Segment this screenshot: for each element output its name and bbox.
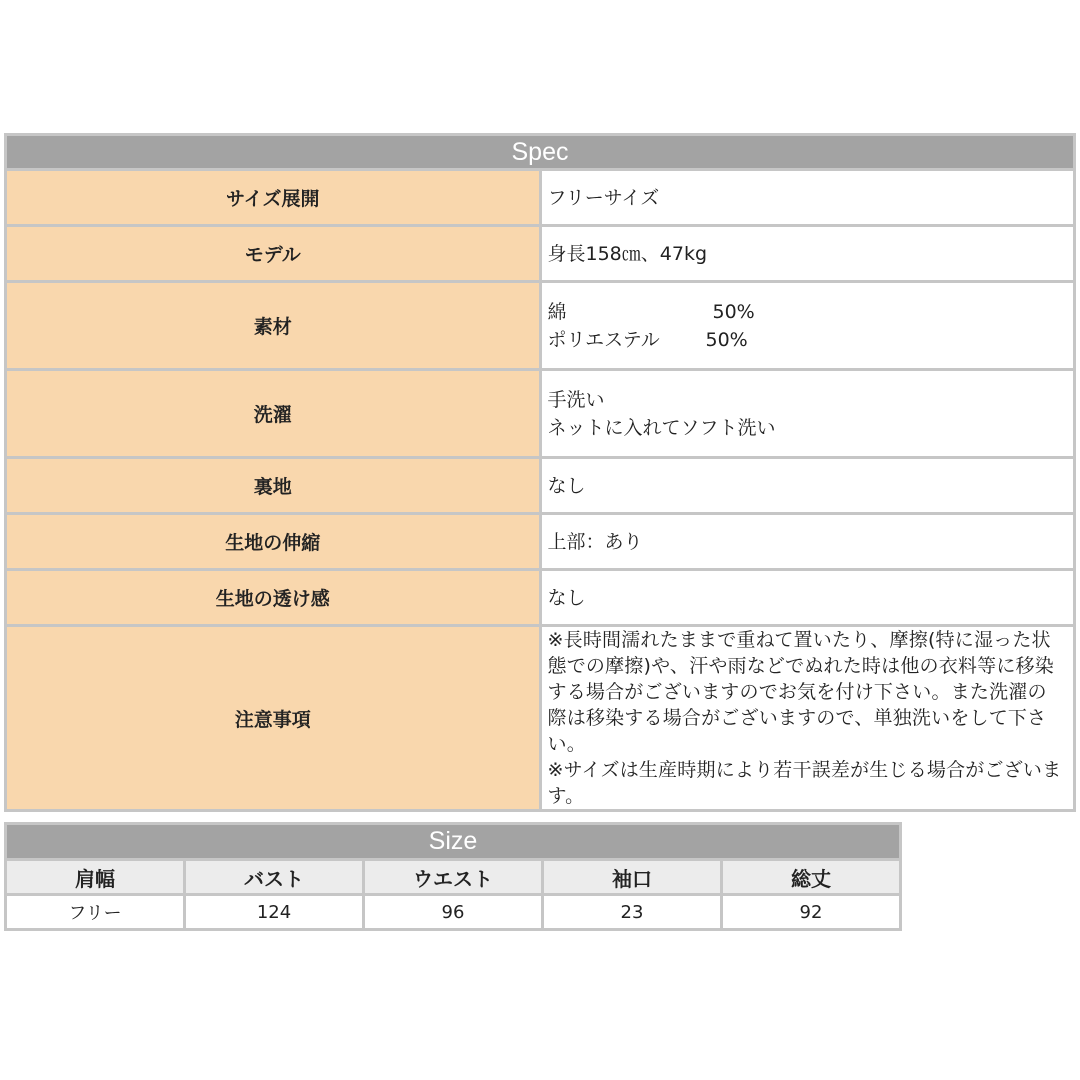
spec-value-line: フリーサイズ bbox=[547, 186, 660, 209]
spec-label: 生地の透け感 bbox=[6, 570, 541, 626]
notes-text: ※長時間濡れたままで重ねて置いたり、摩擦(特に湿った状態での摩擦)や、汗や雨などでぬれた時は他の衣料等に移染する場合がございますのでお気を付け下さい。また洗濯の際は移染する場合がございますので、単独洗いをして下さい。 bbox=[547, 629, 1054, 755]
size-cell: 92 bbox=[722, 895, 901, 930]
material-name: ポリエステル bbox=[547, 328, 660, 351]
spec-label: サイズ展開 bbox=[6, 170, 541, 226]
spec-row-material bbox=[6, 282, 1075, 370]
spec-value bbox=[540, 626, 1075, 811]
spec-value bbox=[540, 514, 1075, 570]
spec-title: Spec bbox=[6, 135, 1075, 170]
spec-value bbox=[540, 170, 1075, 226]
size-header-row bbox=[6, 860, 901, 895]
spec-value bbox=[540, 570, 1075, 626]
spec-row-notes bbox=[6, 626, 1075, 811]
spec-label: モデル bbox=[6, 226, 541, 282]
spec-row-washing bbox=[6, 370, 1075, 458]
spec-label: 洗濯 bbox=[6, 370, 541, 458]
material-name: 綿 bbox=[547, 300, 567, 323]
material-line bbox=[548, 326, 1066, 354]
size-header-waist: ウエスト bbox=[364, 860, 543, 895]
spec-label: 裏地 bbox=[6, 458, 541, 514]
spec-label: 注意事項 bbox=[6, 626, 541, 811]
spec-value-line: 上部：あり bbox=[547, 530, 643, 553]
size-cell: フリー bbox=[6, 895, 185, 930]
spec-value-line: なし bbox=[547, 474, 586, 497]
spec-row-stretch bbox=[6, 514, 1075, 570]
spec-row-sheerness bbox=[6, 570, 1075, 626]
spec-value bbox=[540, 458, 1075, 514]
spec-row-size-range bbox=[6, 170, 1075, 226]
spec-value-line: 身長158㎝、47kg bbox=[547, 242, 708, 265]
size-header-shoulder: 肩幅 bbox=[6, 860, 185, 895]
size-header-bust: バスト bbox=[185, 860, 364, 895]
size-data-row bbox=[6, 895, 901, 930]
material-line bbox=[548, 298, 1066, 326]
spec-value-line: 手洗い bbox=[547, 388, 605, 411]
size-header-cuff: 袖口 bbox=[543, 860, 722, 895]
spec-value bbox=[540, 282, 1075, 370]
spec-label: 生地の伸縮 bbox=[6, 514, 541, 570]
spec-row-model bbox=[6, 226, 1075, 282]
size-title: Size bbox=[6, 824, 901, 860]
size-cell: 23 bbox=[543, 895, 722, 930]
spec-value-line: なし bbox=[547, 586, 586, 609]
size-cell: 124 bbox=[185, 895, 364, 930]
spec-table bbox=[4, 133, 1076, 812]
notes-text: ※サイズは生産時期により若干誤差が生じる場合がございます。 bbox=[547, 759, 1062, 807]
size-header-length: 総丈 bbox=[722, 860, 901, 895]
spec-value-line: ネットに入れてソフト洗い bbox=[547, 416, 776, 439]
material-percent: 50% bbox=[712, 300, 755, 323]
spec-row-lining bbox=[6, 458, 1075, 514]
material-percent: 50% bbox=[705, 328, 748, 351]
spec-value bbox=[540, 226, 1075, 282]
spec-value bbox=[540, 370, 1075, 458]
size-table bbox=[4, 822, 902, 931]
size-cell: 96 bbox=[364, 895, 543, 930]
spec-label: 素材 bbox=[6, 282, 541, 370]
